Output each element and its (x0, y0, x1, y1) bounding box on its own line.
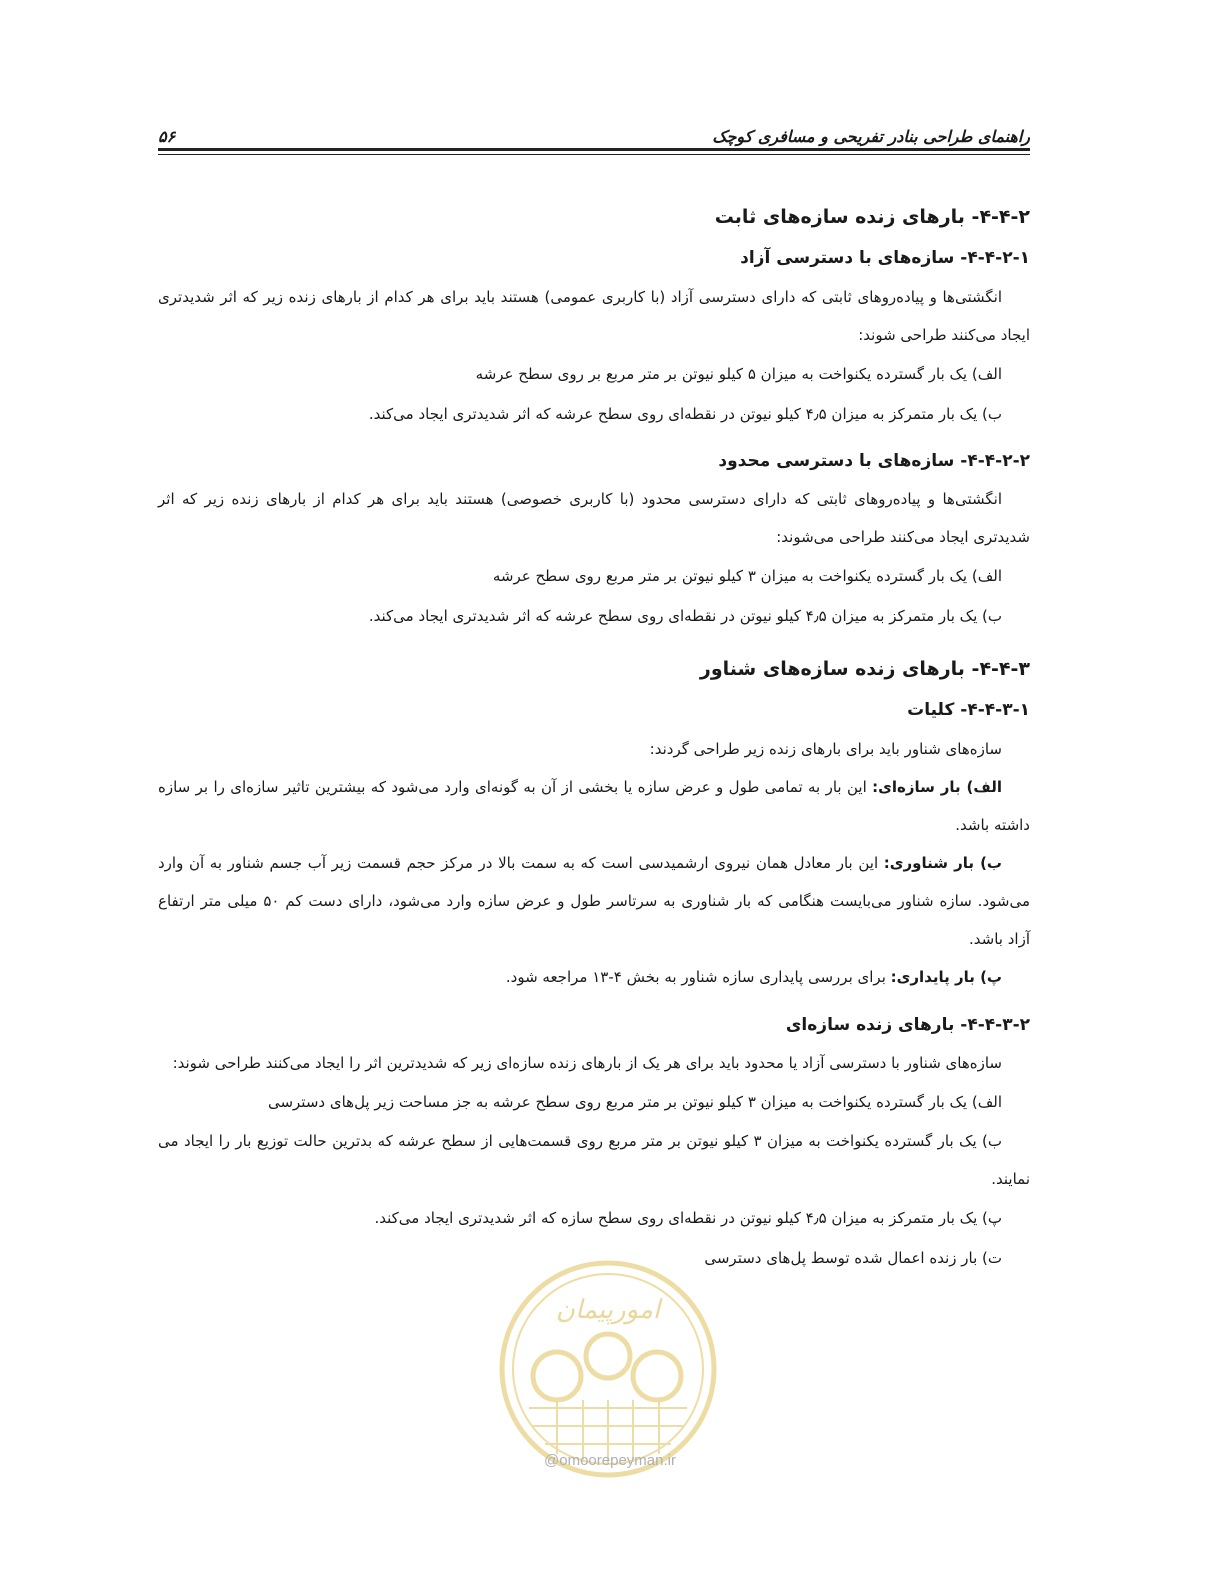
paragraph-structural-live-loads: سازه‌های شناور با دسترسی آزاد یا محدود باید برای هر یک از بارهای زنده سازه‌ای زیر که شدیدترین اثر را ایجاد می‌کنند طراحی شوند: (172, 1054, 1002, 1072)
book-title: راهنمای طراحی بنادر تفریحی و مسافری کوچک (712, 127, 1030, 146)
page-content (158, 196, 1030, 1278)
list-item-open-access-a: الف) یک بار گسترده یکنواخت به میزان ۵ کیلو نیوتن بر متر مربع بر روی سطح عرشه (475, 365, 1002, 383)
paragraph-structural-load (158, 768, 1030, 844)
list-item-live-load-a: الف) یک بار گسترده یکنواخت به میزان ۳ کیلو نیوتن بر متر مربع روی سطح عرشه به جز مساحت زیر پل‌های دسترسی (267, 1093, 1002, 1111)
stability-load-text: برای بررسی پایداری سازه شناور به بخش ۴-۱۳ مراجعه شود. (505, 968, 891, 986)
list-item-live-load-d: ت) بار زنده اعمال شده توسط پل‌های دسترسی (704, 1249, 1002, 1267)
page-number: ۵۶ (158, 127, 176, 146)
stability-load-lead: پ) بار پایداری: (890, 968, 1002, 986)
paragraph-buoyancy-load (158, 844, 1030, 958)
buoyancy-load-lead: ب) بار شناوری: (883, 854, 1002, 872)
subsection-heading-structural-live-loads: ۴-۴-۳-۲- بارهای زنده سازه‌ای (785, 1015, 1030, 1035)
header-rule-thick (158, 148, 1030, 151)
structural-load-text: این بار به تمامی طول و عرض سازه یا بخشی از آن به گونه‌ای وارد می‌شود که بیشترین تاثیر سازه‌ای را بر سازه داشته باشد. (158, 778, 1030, 834)
subsection-heading-restricted-access: ۴-۴-۲-۲- سازه‌های با دسترسی محدود (718, 451, 1030, 471)
paragraph-restricted-access: انگشتی‌ها و پیاده‌روهای ثابتی که دارای دسترسی محدود (با کاربری خصوصی) هستند باید برای هر کدام از بارهای زنده زیر که اثر شدیدتری ایجاد می‌کنند طراحی می‌شوند: (158, 490, 1030, 546)
list-item-live-load-b: ب) یک بار گسترده یکنواخت به میزان ۳ کیلو نیوتن بر متر مربع روی قسمت‌هایی از سطح عرشه که بدترین حالت توزیع بار را ایجاد می نمایند. (158, 1132, 1030, 1188)
section-heading-floating-structures: ۴-۴-۳- بارهای زنده سازه‌های شناور (699, 658, 1030, 680)
list-item-restricted-access-a: الف) یک بار گسترده یکنواخت به میزان ۳ کیلو نیوتن بر متر مربع روی سطح عرشه (492, 567, 1002, 585)
watermark-site-url: @omoorepeyman.ir (544, 1452, 676, 1469)
header-rule-thin (158, 154, 1030, 155)
document-page (158, 0, 1030, 1584)
paragraph-general-intro: سازه‌های شناور باید برای بارهای زنده زیر طراحی گردند: (649, 740, 1002, 758)
subsection-heading-general: ۴-۴-۳-۱- کلیات (907, 700, 1030, 720)
buoyancy-load-text: این بار معادل همان نیروی ارشمیدسی است که به سمت بالا در مرکز حجم قسمت زیر آب جسم شناور به آن وارد می‌شود. سازه شناور می‌بایست هنگامی که بار شناوری به سرتاسر طول و عرض سازه وارد می‌شود، دارای دست کم ۵۰ میلی متر ارتفاع آزاد باشد. (158, 854, 1030, 948)
paragraph-stability-load (158, 958, 1030, 996)
section-heading-fixed-structures: ۴-۴-۲- بارهای زنده سازه‌های ثابت (714, 206, 1030, 228)
list-item-restricted-access-b: ب) یک بار متمرکز به میزان ۴٫۵ کیلو نیوتن در نقطه‌ای روی سطح عرشه که اثر شدیدتری ایجاد می‌کند. (368, 607, 1002, 625)
watermark-logo-text: امورپیمان (555, 1295, 661, 1325)
page-header (158, 120, 1030, 146)
list-item-open-access-b: ب) یک بار متمرکز به میزان ۴٫۵ کیلو نیوتن در نقطه‌ای روی سطح عرشه که اثر شدیدتری ایجاد می‌کند. (368, 405, 1002, 423)
paragraph-open-access: انگشتی‌ها و پیاده‌روهای ثابتی که دارای دسترسی آزاد (با کاربری عمومی) هستند باید برای هر کدام از بارهای زنده زیر که اثر شدیدتری ایجاد می‌کنند طراحی شوند: (158, 288, 1030, 344)
structural-load-lead: الف) بار سازه‌ای: (872, 778, 1002, 796)
list-item-live-load-c: پ) یک بار متمرکز به میزان ۴٫۵ کیلو نیوتن در نقطه‌ای روی سطح سازه که اثر شدیدتری ایجاد می‌کند. (374, 1209, 1002, 1227)
subsection-heading-open-access: ۴-۴-۲-۱- سازه‌های با دسترسی آزاد (740, 248, 1030, 268)
